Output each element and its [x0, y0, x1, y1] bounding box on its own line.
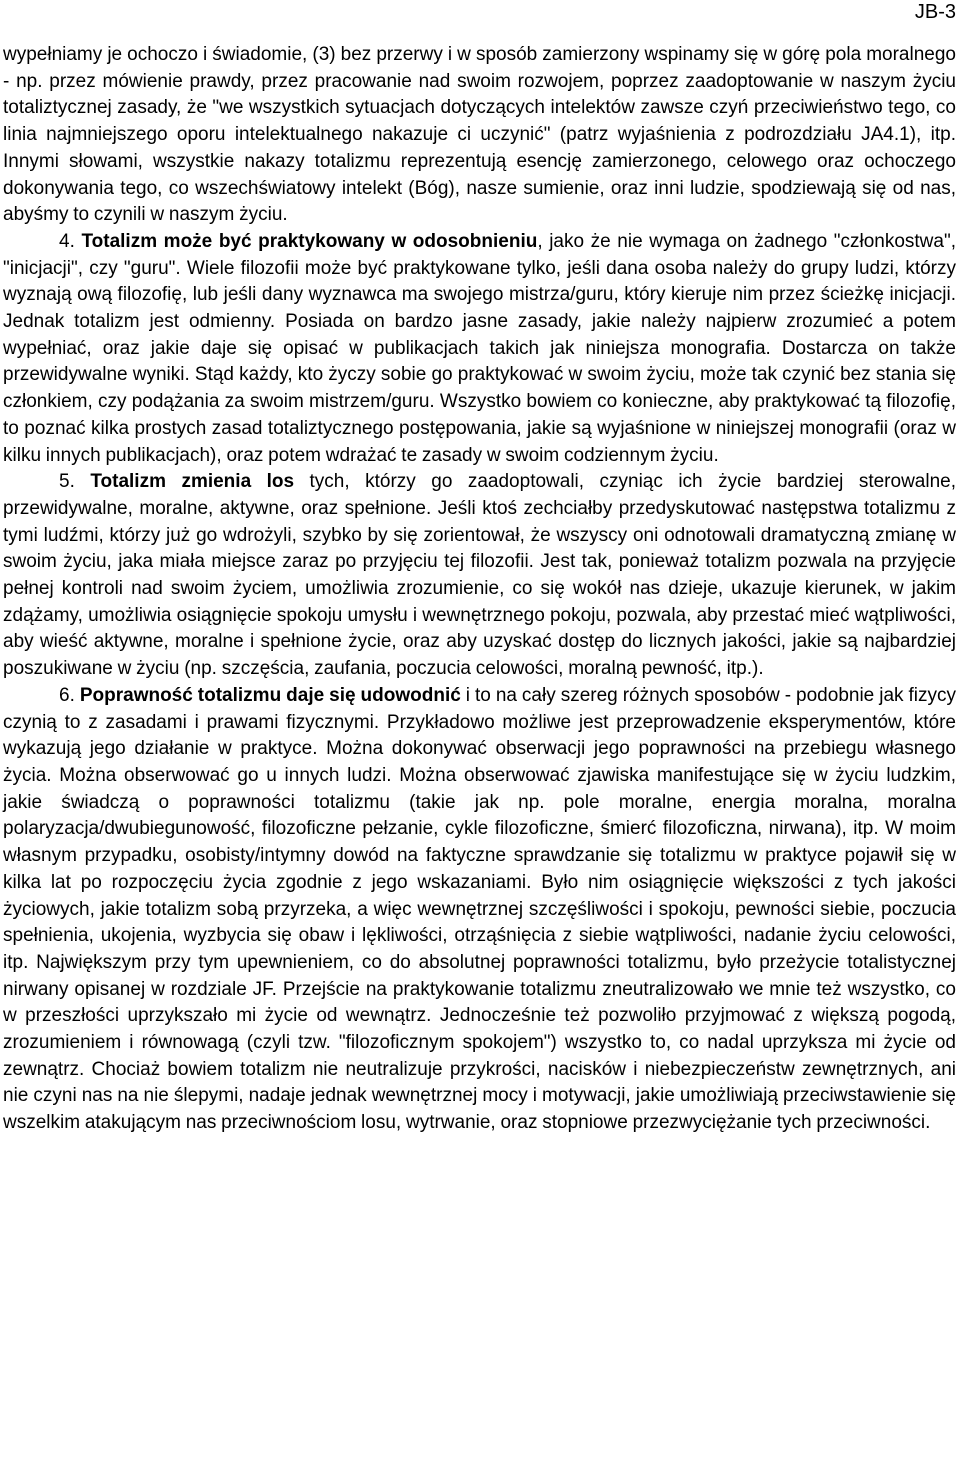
point-number: 5. [59, 471, 75, 493]
paragraph-continuation: wypełniamy je ochoczo i świadomie, (3) bez przerwy i w sposób zamierzony wspinamy się w górę pola moralnego - np. przez mówienie prawdy, przez pracowanie nad swoim rozwojem, poprzez zaadoptowanie w naszym życiu totaliztycznej zasady, że "we wszystkich sytuacjach dotyczących intelektów zawsze czyń przeciwieństwo tego, co linia najmniejszego oporu intelektualnego nakazuje ci uczynić" (patrz wyjaśnienia z podrozdziału JA4.1), itp. Innymi słowami, wszystkie nakazy totalizmu reprezentują esencję zamierzonego, celowego oraz ochoczego dokonywania tego, co wszechświatowy intelekt (Bóg), nasze sumienie, oraz inni ludzie, spodziewają się od nas, abyśmy to czynili w naszym życiu. [3, 44, 956, 226]
page-code: JB-3 [914, 1, 956, 23]
paragraph-point-5 [3, 469, 956, 683]
point-heading: Totalizm może być praktykowany w odosobnieniu [81, 230, 538, 252]
point-text: , jako że nie wymaga on żadnego "członkostwa", "inicjacji", czy "guru". Wiele filozofii może być praktykowane tylko, jeśli dana osoba należy do grupy ludzi, którzy wyznają ową filozofię, lub jeśli dany wyznawca ma swojego mistrza/guru, który kieruje nim przez ścieżkę inicjacji. Jednak totalizm jest odmienny. Posiada on bardzo jasne zasady, jakie należy najpierw zrozumieć a potem wypełniać, oraz jakie daje się opisać w publikacjach takich jak niniejsza monografia. Dostarcza on także przewidywalne wyniki. Stąd każdy, kto życzy sobie go praktykować w swoim życiu, może tak czynić bez stania się członkiem, czy podążania za swoim mistrzem/guru. Wszystko bowiem co konieczne, aby praktykować tą filozofię, to poznać kilka prostych zasad totaliztycznego postępowania, jakie są wyjaśnione w niniejszej monografii (oraz w kilku innych publikacjach), oraz potem wdrażać te zasady w swoim codziennym życiu. [3, 230, 956, 466]
point-number: 4. [59, 230, 75, 252]
document-body [3, 42, 956, 1137]
point-heading: Poprawność totalizmu daje się udowodnić [79, 684, 461, 706]
paragraph-point-4 [3, 229, 956, 469]
paragraph-point-6 [3, 683, 956, 1137]
point-text: i to na cały szereg różnych sposobów - podobnie jak fizycy czynią to z zasadami i prawami fizycznymi. Przykładowo możliwe jest przeprowadzenie eksperymentów, które wykazują jego działanie w praktyce. Można dokonywać obserwacji jego poprawności na przebiegu własnego życia. Można obserwować go u innych ludzi. Można obserwować zjawiska manifestujące się w życiu ludzkim, jakie świadczą o poprawności totalizmu (takie jak np. pole moralne, energia moralna, moralna polaryzacja/dwubiegunowość, filozoficzne pełzanie, cykle filozoficzne, śmierć filozoficzna, nirwana), itp. W moim własnym przypadku, osobisty/intymny dowód na faktyczne sprawdzanie się totalizmu w praktyce pojawił się w kilka lat po rozpoczęciu życia zgodnie z jego wskazaniami. Było nim osiągnięcie większości z tych jakości życiowych, jakie totalizm sobą przyrzeka, a więc wewnętrznej szczęśliwości i spokoju, pewności siebie, poczucia spełnienia, ukojenia, wyzbycia się obaw i lękliwości, otrząśnięcia z siebie wątpliwości, nadanie życiu celowości, itp. Największym przy tym upewnieniem, co do absolutnej poprawności totalizmu, było przeżycie totalistycznej nirwany opisanej w rozdziale JF. Przejście na praktykowanie totalizmu zneutralizowało we mnie też wszystko, co w przeszłości uprzykszało mi życie od wewnątrz. Jednocześnie też pozwoliło przyjmować z większą pogodą, zrozumieniem i równowagą (czyli tzw. "filozoficznym spokojem") wszystko to, co nadal uprzyksza mi życie od zewnątrz. Chociaż bowiem totalizm nie neutralizuje przykrości, nacisków i niebezpieczeństw zewnętrznych, ani nie czyni nas na nie ślepymi, nadaje jednak wewnętrznej mocy i motywacji, jakie umożliwiają przeciwstawienie się wszelkim atakującym nas przeciwnościom losu, wytrwanie, oraz stopniowe przezwyciężanie tych przeciwności. [3, 684, 956, 1134]
point-heading: Totalizm zmienia los [90, 471, 295, 493]
point-number: 6. [59, 684, 75, 706]
point-text: tych, którzy go zaadoptowali, czyniąc ich życie bardziej sterowalne, przewidywalne, moralne, aktywne, oraz spełnione. Jeśli ktoś zechciałby przedyskutować następstwa totalizmu z tymi ludźmi, którzy już go wdrożyli, szybko by się zorientował, że wszyscy oni odnotowali dramatyczną zmianę w swoim życiu, jaka miała miejsce zaraz po przyjęciu tej filozofii. Jest tak, ponieważ totalizm pozwala na przyjęcie pełnej kontroli nad swoim życiem, umożliwia zrozumienie, co się wokół nas dzieje, ukazuje kierunek, w jakim zdążamy, umożliwia osiągnięcie spokoju umysłu i wewnętrznego pokoju, pozwala, aby przestać mieć wątpliwości, aby wieść aktywne, moralne i spełnione życie, oraz aby uzyskać dostęp do licznych jakości, jakie są najbardziej poszukiwane w życiu (np. szczęścia, zaufania, poczucia celowości, moralną pewność, itp.). [3, 471, 956, 680]
